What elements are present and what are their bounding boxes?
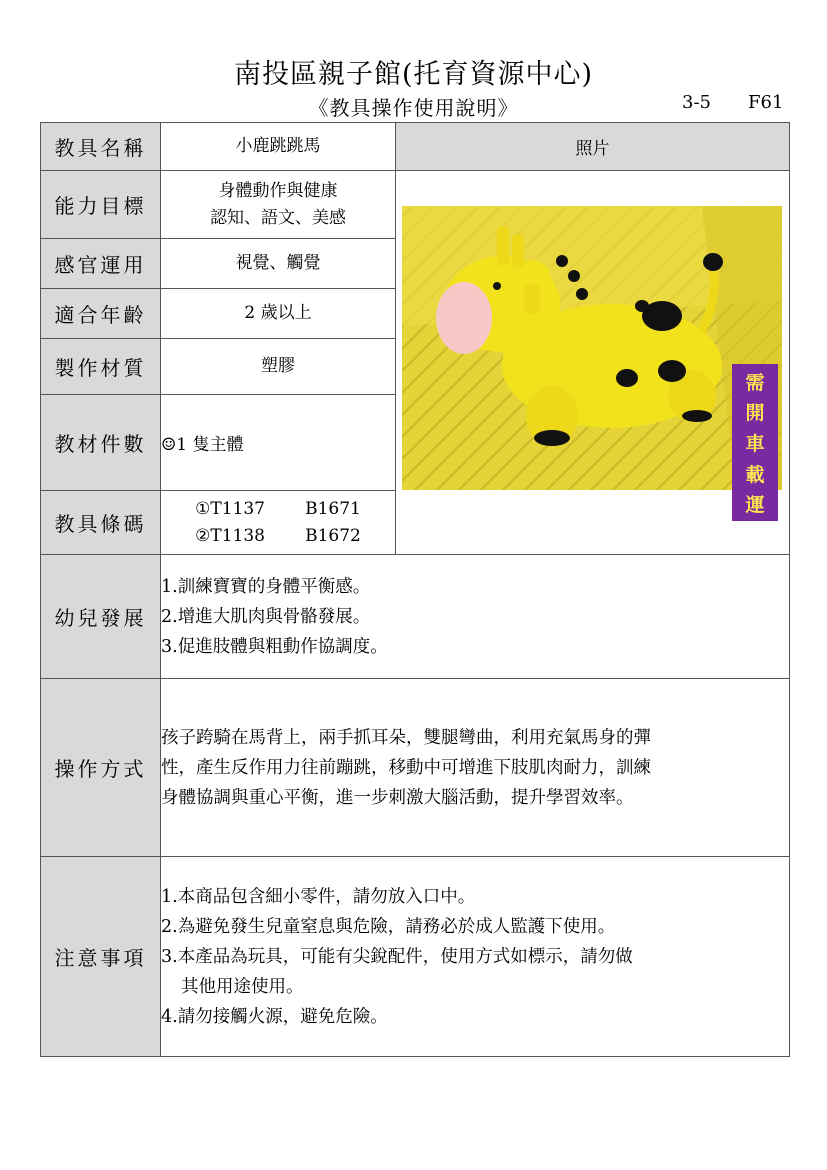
development-item: 2.增進大肌肉與骨骼發展。 (161, 606, 371, 627)
notes-list (161, 857, 790, 1057)
operation-label: 操作方式 (41, 679, 161, 857)
photo-label: 照片 (396, 123, 790, 171)
badge-char-2: 開 (745, 402, 765, 425)
badge-char-3: 車 (745, 432, 765, 455)
notes-item: 1.本商品包含細小零件，請勿放入口中。 (161, 886, 476, 907)
document-code-section: 3-5 (682, 92, 711, 113)
age-value: 2 歲以上 (161, 289, 396, 339)
barcode-id: ②T1138 (195, 525, 265, 546)
development-item: 1.訓練寶寶的身體平衡感。 (161, 576, 371, 597)
development-item: 3.促進肢體與粗動作協調度。 (161, 636, 388, 657)
barcode-row (161, 523, 395, 550)
name-label: 教具名稱 (41, 123, 161, 171)
toy-photo (402, 206, 782, 490)
count-label: 教材件數 (41, 395, 161, 491)
document-subtitle: 《教具操作使用說明》 (308, 96, 519, 120)
ability-line-1: 身體動作與健康 (218, 180, 338, 201)
info-table (40, 122, 790, 1057)
badge-char-5: 運 (745, 494, 765, 517)
ability-label: 能力目標 (41, 171, 161, 239)
document-title: 南投區親子館(托育資源中心) (233, 59, 594, 90)
operation-line: 身體協調與重心平衡，進一步刺激大腦活動，提升學習效率。 (161, 787, 634, 808)
ability-value (161, 171, 396, 239)
sense-value: 視覺、觸覺 (161, 239, 396, 289)
barcode-label: 教具條碼 (41, 491, 161, 555)
badge-char-4: 載 (745, 463, 765, 486)
age-label: 適合年齡 (41, 289, 161, 339)
barcode-id: ①T1137 (195, 498, 265, 519)
material-value: 塑膠 (161, 339, 396, 395)
sense-label: 感官運用 (41, 239, 161, 289)
ability-line-2: 認知、語文、美感 (210, 207, 346, 228)
notes-item-continuation: 其他用途使用。 (181, 976, 304, 997)
count-value: ☺1 隻主體 (161, 395, 396, 491)
notes-item: 4.請勿接觸火源，避免危險。 (161, 1006, 388, 1027)
barcode-code: B1671 (305, 498, 361, 519)
barcode-code: B1672 (305, 525, 361, 546)
barcode-row (161, 496, 395, 523)
material-label: 製作材質 (41, 339, 161, 395)
notes-item: 3.本產品為玩具，可能有尖銳配件，使用方式如標示，請勿做 (161, 946, 633, 967)
notes-item: 2.為避免發生兒童窒息與危險，請務必於成人監護下使用。 (161, 916, 616, 937)
name-value: 小鹿跳跳馬 (161, 123, 396, 171)
photo-cell (396, 171, 790, 555)
barcode-value (161, 491, 396, 555)
notes-label: 注意事項 (41, 857, 161, 1057)
transport-badge (732, 364, 778, 521)
operation-line: 性，產生反作用力往前蹦跳，移動中可增進下肢肌肉耐力，訓練 (161, 757, 651, 778)
badge-char-1: 需 (745, 371, 765, 394)
toy-bouncing-horse-image (402, 206, 782, 490)
development-list (161, 555, 790, 679)
document-code-form: F61 (748, 92, 784, 113)
operation-line: 孩子跨騎在馬背上，兩手抓耳朵，雙腿彎曲，利用充氣馬身的彈 (161, 727, 651, 748)
development-label: 幼兒發展 (41, 555, 161, 679)
operation-text (161, 679, 790, 857)
